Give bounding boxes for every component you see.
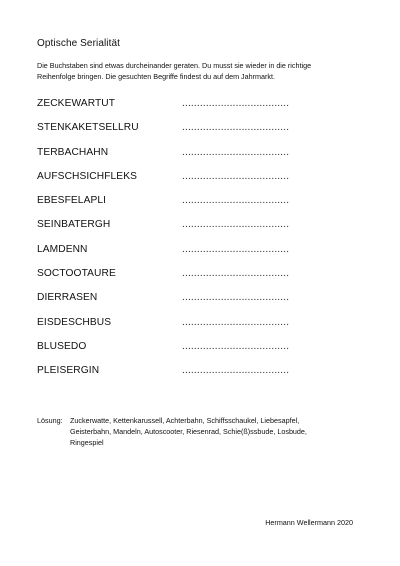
instructions — [37, 60, 367, 82]
scrambled-word: EISDESCHBUS — [37, 316, 112, 328]
answer-blank: .................................... — [182, 219, 290, 231]
scrambled-word: TERBACHAHN — [37, 146, 109, 158]
word-row — [37, 147, 327, 171]
scrambled-word: BLUSEDO — [37, 340, 87, 352]
word-row — [37, 98, 327, 122]
word-row — [37, 122, 327, 146]
word-row — [37, 292, 327, 316]
scrambled-word: ZECKEWARTUT — [37, 98, 116, 109]
word-row — [37, 171, 327, 195]
word-row — [37, 219, 327, 243]
solution-text — [70, 415, 370, 448]
answer-blank: .................................... — [182, 98, 290, 109]
scrambled-word: STENKAKETSELLRU — [37, 122, 139, 134]
page-title: Optische Serialität — [37, 38, 121, 49]
answer-blank: .................................... — [182, 146, 290, 158]
scrambled-word: SEINBATERGH — [37, 219, 111, 231]
scrambled-word: AUFSCHSICHFLEKS — [37, 170, 137, 182]
answer-blank: .................................... — [182, 195, 290, 207]
solution-label: Lösung: — [37, 416, 63, 425]
answer-blank: .................................... — [182, 243, 290, 255]
scrambled-word: SOCTOOTAURE — [37, 268, 116, 280]
word-row — [37, 341, 327, 365]
word-row — [37, 317, 327, 341]
scrambled-word: EBESFELAPLI — [37, 195, 107, 207]
instructions-line-1: Die Buchstaben sind etwas durcheinander geraten. Du musst sie wieder in die richtige — [37, 61, 312, 70]
answer-blank: .................................... — [182, 122, 290, 134]
scrambled-word: DIERRASEN — [37, 292, 98, 304]
answer-blank: .................................... — [182, 340, 290, 352]
word-row — [37, 195, 327, 219]
solution-line-2: Geisterbahn, Mandeln, Autoscooter, Riesenrad, Schie(ß)ssbude, Losbude, — [70, 427, 307, 436]
word-list — [37, 98, 327, 390]
scrambled-word: LAMDENN — [37, 243, 88, 255]
solution-line-3: Ringespiel — [70, 438, 104, 447]
word-row — [37, 244, 327, 268]
word-row — [37, 365, 327, 389]
answer-blank: .................................... — [182, 365, 290, 377]
word-row — [37, 268, 327, 292]
author-footer: Hermann Wellermann 2020 — [265, 518, 353, 527]
answer-blank: .................................... — [182, 316, 290, 328]
answer-blank: .................................... — [182, 292, 290, 304]
instructions-line-2: Reihenfolge bringen. Die gesuchten Begriffe findest du auf dem Jahrmarkt. — [37, 72, 275, 81]
answer-blank: .................................... — [182, 268, 290, 280]
solution-line-1: Zuckerwatte, Kettenkarussell, Achterbahn, Schiffsschaukel, Liebesapfel, — [70, 416, 300, 425]
scrambled-word: PLEISERGIN — [37, 365, 100, 377]
answer-blank: .................................... — [182, 170, 290, 182]
